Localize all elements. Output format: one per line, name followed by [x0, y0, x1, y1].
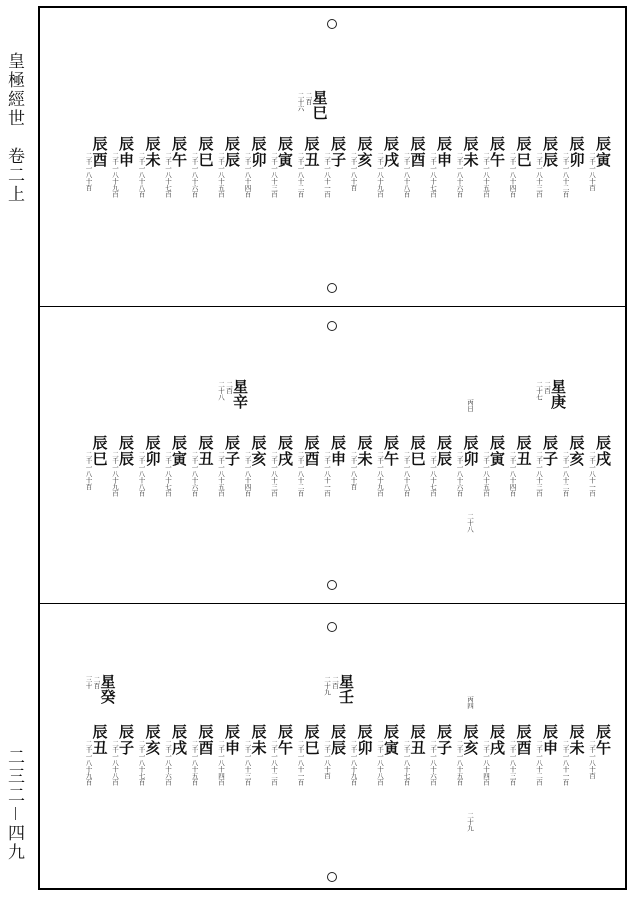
star-name: 星辛	[231, 379, 249, 409]
entry-number: 二千一八十八百	[137, 451, 146, 497]
circle-mark-icon	[327, 580, 337, 590]
entry-column	[506, 136, 532, 198]
entry-column	[453, 724, 479, 786]
entry-number: 二千一八十七百	[429, 152, 437, 198]
chen-label: 辰亥	[567, 435, 586, 467]
entry-column	[373, 435, 399, 497]
entry-column	[241, 724, 267, 786]
star-number-2: 二十六	[296, 92, 305, 112]
entry-column	[400, 435, 426, 497]
circle-mark-icon	[327, 19, 337, 29]
chen-label: 辰亥	[249, 435, 268, 467]
panel-1	[40, 8, 625, 306]
chen-label: 辰寅	[170, 435, 188, 467]
entry-column	[82, 435, 108, 490]
chen-label: 辰丑	[196, 435, 215, 467]
entry-number: 二千一八十百	[588, 740, 596, 779]
star-heading	[296, 90, 328, 120]
star-number-2: 三十	[84, 676, 93, 689]
entry-number: 二千一八十三百	[535, 152, 543, 198]
entry-number: 二千一八十六百	[429, 740, 437, 786]
chen-label: 辰戌	[170, 724, 188, 756]
entry-number: 二千一八十四百	[243, 451, 252, 497]
entry-column	[532, 724, 558, 786]
chen-label: 辰戌	[594, 435, 612, 467]
entry-column	[320, 136, 346, 198]
entry-number: 二千一八十八百	[111, 740, 119, 786]
entry-number: 二千一八十五百	[217, 152, 225, 198]
entry-column	[82, 136, 108, 191]
star-name: 星癸	[98, 674, 117, 704]
entry-column	[241, 435, 267, 497]
chen-label: 辰巳	[90, 435, 109, 467]
entry-number: 二千一八十六百	[164, 740, 172, 786]
star-heading	[216, 379, 248, 409]
entry-number: 二千一八十九百	[376, 451, 384, 497]
chen-label: 辰申	[223, 724, 241, 756]
entry-number: 二千一八十二百	[270, 740, 278, 786]
entry-column	[267, 435, 293, 497]
entry-number: 二千一八十七百	[429, 451, 437, 497]
entry-column	[400, 136, 426, 198]
entry-column	[267, 724, 293, 786]
chen-label: 辰卯	[461, 435, 480, 467]
entry-number: 二千一八十四百	[508, 152, 517, 198]
entry-column	[108, 435, 134, 497]
margin-note: 二十九	[466, 812, 474, 832]
entry-number: 二千一八十九百	[349, 740, 358, 786]
entry-column	[506, 435, 532, 497]
chen-label: 辰未	[143, 136, 162, 168]
chen-label: 辰辰	[541, 136, 559, 168]
chen-label: 辰未	[567, 724, 586, 756]
volume-title: 皇極經世 卷二上	[4, 52, 24, 204]
entry-number: 二千一八十四百	[217, 740, 225, 786]
entry-number: 二千一八十三百	[535, 451, 543, 497]
margin-note: 丙日	[466, 399, 474, 412]
entry-column	[347, 724, 373, 786]
entry-number: 二千一八十九百	[376, 152, 384, 198]
entry-number: 二千一八十七百	[402, 740, 411, 786]
chen-label: 辰寅	[382, 724, 400, 756]
entry-number: 二千一八十二百	[535, 740, 543, 786]
entry-number: 二千一八十六百	[190, 152, 199, 198]
entry-number: 二千一八十五百	[482, 152, 490, 198]
entry-number: 二千一八十八百	[402, 152, 411, 198]
entry-column	[214, 435, 240, 497]
chen-label: 辰卯	[143, 435, 162, 467]
margin-note: 丙四	[466, 696, 474, 709]
entry-number: 二千一八十九百	[111, 152, 119, 198]
entry-number: 二千一八十二百	[296, 451, 305, 497]
chen-label: 辰辰	[435, 435, 453, 467]
circle-mark-icon	[327, 321, 337, 331]
chen-label: 辰子	[117, 724, 135, 756]
page-frame	[38, 6, 627, 890]
entry-number: 二千一八十百	[588, 152, 596, 191]
entry-number: 二千一八十百	[84, 152, 93, 191]
entry-column	[135, 136, 161, 198]
chen-label: 辰未	[461, 136, 480, 168]
chen-label: 辰申	[329, 435, 347, 467]
entry-column	[426, 435, 452, 497]
chen-label: 辰子	[435, 724, 453, 756]
chen-label: 辰午	[488, 136, 506, 168]
entry-column	[161, 435, 187, 497]
entry-column	[82, 724, 108, 786]
star-number-2: 二十七	[535, 381, 543, 401]
entry-column	[453, 435, 479, 497]
entry-column	[532, 136, 558, 198]
entry-column	[373, 724, 399, 786]
star-name: 星壬	[337, 674, 355, 704]
entry-number: 二千一八十二百	[561, 451, 570, 497]
entry-number: 二千一八十三百	[243, 740, 252, 786]
entry-column	[373, 136, 399, 198]
entry-column	[479, 724, 505, 786]
chen-label: 辰辰	[117, 435, 135, 467]
entry-number: 二千一八十八百	[402, 451, 411, 497]
chen-label: 辰寅	[594, 136, 612, 168]
entry-column	[294, 136, 320, 198]
chen-label: 辰卯	[249, 136, 268, 168]
entry-number: 二千一八十百	[349, 451, 358, 490]
star-name: 星巳	[310, 90, 329, 120]
chen-label: 辰丑	[408, 724, 427, 756]
entry-number: 二千一八十二百	[296, 152, 305, 198]
entry-column	[161, 724, 187, 786]
star-number-1: 二百	[304, 92, 313, 105]
entry-column	[135, 724, 161, 786]
entry-column	[294, 724, 320, 786]
chen-label: 辰酉	[196, 724, 215, 756]
chen-label: 辰酉	[408, 136, 427, 168]
entry-number: 二千一八十九百	[84, 740, 93, 786]
entry-number: 二千一八十七百	[164, 152, 172, 198]
star-number-1: 二百	[543, 381, 551, 394]
entry-column	[108, 136, 134, 198]
entry-column	[426, 136, 452, 198]
entry-number: 二千一八十四百	[482, 740, 490, 786]
entry-column	[294, 435, 320, 497]
entry-number: 二千一八十六百	[455, 152, 464, 198]
entry-number: 二千一八十五百	[190, 740, 199, 786]
entry-column	[400, 724, 426, 786]
entry-number: 二千一八十三百	[270, 152, 278, 198]
chen-label: 辰午	[276, 724, 294, 756]
entry-number: 二千一八十五百	[217, 451, 225, 497]
entry-column	[161, 136, 187, 198]
entry-number: 二千一八十一百	[588, 451, 596, 497]
entry-number: 二千一八十六百	[455, 451, 464, 497]
circle-mark-icon	[327, 283, 337, 293]
chen-label: 辰卯	[355, 724, 374, 756]
entry-column	[320, 724, 346, 779]
chen-label: 辰子	[329, 136, 347, 168]
chen-label: 辰子	[541, 435, 559, 467]
entry-column	[214, 136, 240, 198]
panel-3	[40, 603, 625, 889]
chen-label: 辰午	[170, 136, 188, 168]
entry-column	[453, 136, 479, 198]
chen-label: 辰午	[594, 724, 612, 756]
margin-note: 二十八	[466, 513, 474, 533]
chen-label: 辰卯	[567, 136, 586, 168]
entry-column	[585, 435, 611, 497]
entry-column	[426, 724, 452, 786]
chen-label: 辰戌	[276, 435, 294, 467]
star-number-1: 二百	[331, 676, 339, 689]
chen-label: 辰申	[435, 136, 453, 168]
entry-number: 二千一八十七百	[164, 451, 172, 497]
chen-label: 辰子	[223, 435, 241, 467]
chen-label: 辰巳	[302, 724, 321, 756]
entry-number: 二千一八十三百	[508, 740, 517, 786]
entry-column	[188, 724, 214, 786]
entry-column	[214, 724, 240, 786]
entry-number: 二千一八十五百	[482, 451, 490, 497]
entry-column	[347, 435, 373, 490]
entry-column	[585, 724, 611, 779]
entry-number: 二千一八十七百	[137, 740, 146, 786]
chen-label: 辰未	[249, 724, 268, 756]
chen-label: 辰辰	[223, 136, 241, 168]
chen-label: 辰戌	[488, 724, 506, 756]
entry-column	[559, 136, 585, 198]
chen-label: 辰酉	[302, 435, 321, 467]
entry-column	[532, 435, 558, 497]
entry-number: 二千一八十百	[323, 740, 331, 779]
entry-column	[559, 435, 585, 497]
chen-label: 辰丑	[514, 435, 533, 467]
entry-column	[320, 435, 346, 497]
entry-column	[241, 136, 267, 198]
entry-column	[479, 136, 505, 198]
star-heading	[84, 674, 116, 704]
chen-label: 辰亥	[461, 724, 480, 756]
entry-number: 二千一八十百	[84, 451, 93, 490]
entry-column	[347, 136, 373, 191]
chen-label: 辰寅	[488, 435, 506, 467]
chen-label: 辰酉	[90, 136, 109, 168]
entry-number: 二千一八十八百	[376, 740, 384, 786]
entry-column	[585, 136, 611, 191]
entry-number: 二千一八十一百	[296, 740, 305, 786]
chen-label: 辰申	[117, 136, 135, 168]
entry-number: 二千一八十四百	[508, 451, 517, 497]
entry-column	[506, 724, 532, 786]
page-number: 二三二－四九	[4, 748, 24, 862]
entry-number: 二千一八十四百	[243, 152, 252, 198]
chen-label: 辰巳	[408, 435, 427, 467]
chen-label: 辰戌	[382, 136, 400, 168]
entry-number: 二千一八十百	[349, 152, 358, 191]
chen-label: 辰午	[382, 435, 400, 467]
entry-number: 二千一八十八百	[137, 152, 146, 198]
chen-label: 辰亥	[143, 724, 162, 756]
chen-label: 辰巳	[196, 136, 215, 168]
star-number-1: 二百	[225, 381, 233, 394]
entry-column	[479, 435, 505, 497]
circle-mark-icon	[327, 622, 337, 632]
entry-number: 二千一八十三百	[270, 451, 278, 497]
entry-column	[188, 435, 214, 497]
entry-number: 二千一八十五百	[455, 740, 464, 786]
circle-mark-icon	[327, 872, 337, 882]
entry-column	[188, 136, 214, 198]
star-heading	[534, 379, 566, 409]
star-number-2: 二十八	[217, 381, 225, 401]
star-number-2: 二十九	[323, 676, 331, 696]
star-number-1: 二百	[92, 676, 101, 689]
chen-label: 辰丑	[90, 724, 109, 756]
entry-number: 二千一八十九百	[111, 451, 119, 497]
entry-number: 二千一八十二百	[561, 152, 570, 198]
chen-label: 辰未	[355, 435, 374, 467]
chen-label: 辰巳	[514, 136, 533, 168]
chen-label: 辰辰	[329, 724, 347, 756]
star-heading	[322, 674, 354, 704]
chen-label: 辰丑	[302, 136, 321, 168]
chen-label: 辰亥	[355, 136, 374, 168]
entry-number: 二千一八十六百	[190, 451, 199, 497]
entry-number: 二千一八十一百	[561, 740, 570, 786]
entry-column	[108, 724, 134, 786]
chen-label: 辰酉	[514, 724, 533, 756]
entry-number: 二千一八十一百	[323, 451, 331, 497]
star-name: 星庚	[549, 379, 567, 409]
entry-column	[267, 136, 293, 198]
chen-label: 辰申	[541, 724, 559, 756]
panel-2	[40, 306, 625, 604]
chen-label: 辰寅	[276, 136, 294, 168]
entry-column	[559, 724, 585, 786]
entry-column	[135, 435, 161, 497]
entry-number: 二千一八十一百	[323, 152, 331, 198]
